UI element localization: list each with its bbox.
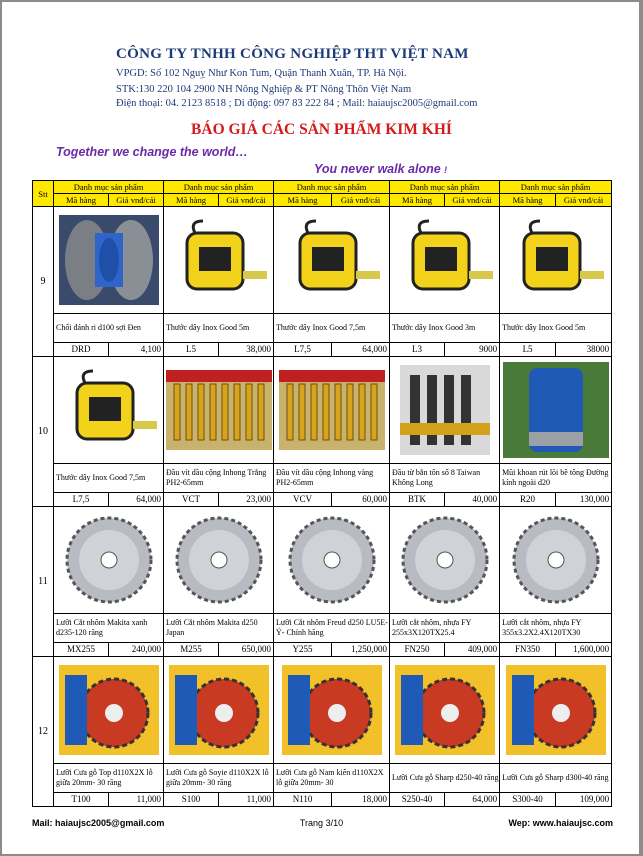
price-column-header: Giá vnđ/cái [332,194,390,207]
saw-blade-icon [274,515,389,605]
document-title: BÁO GIÁ CÁC SẢN PHẨM KIM KHÍ [191,121,452,138]
price-table [32,180,612,807]
footer-mail: Mail: haiaujsc2005@gmail.com [32,818,165,828]
company-bank-account: STK:130 220 104 2900 NH Nông Nghiệp & PT Nông Thôn Việt Nam [116,84,412,95]
code-column-header: Mã hàng [54,194,109,207]
product-description-row [33,464,612,493]
product-code: L7,5 [274,343,332,357]
product-price-row [33,643,612,657]
product-price-row [33,493,612,507]
tape-measure-icon [390,215,499,305]
product-description: Lưỡi Cưa gỗ Sharp d300-40 răng [500,764,612,793]
product-image-row [33,657,612,764]
wood-saw-blade-icon [500,665,611,755]
saw-blade-icon [390,515,499,605]
saw-blade-icon [500,515,611,605]
product-image [274,357,390,464]
product-description: Thước dây Inox Good 7,5m [274,314,390,343]
wood-saw-blade-icon [274,665,389,755]
price-column-header: Giá vnđ/cái [445,194,500,207]
product-image [54,507,164,614]
core-drill-icon [500,362,611,458]
product-description: Thước dây Inox Good 5m [500,314,612,343]
product-code: R20 [500,493,556,507]
product-image [500,657,612,764]
code-column-header: Mã hàng [390,194,445,207]
product-description: Mũi khoan rút lõi bê tông Đường kính ngoài d20 [500,464,612,493]
product-price: 240,000 [109,643,164,657]
header-row-categories [33,181,612,194]
product-description: Đầu vít dầu cộng Inhong vàng PH2-65mm [274,464,390,493]
product-image [390,207,500,314]
product-image-row [33,207,612,314]
socket-bits-icon [390,365,499,455]
code-column-header: Mã hàng [500,194,556,207]
product-price: 9000 [445,343,500,357]
product-image [274,507,390,614]
product-code: S300-40 [500,793,556,807]
screwdriver-bits-icon [274,370,389,450]
product-price: 1,600,000 [556,643,612,657]
category-header: Danh mục sản phẩm [500,181,612,194]
product-description-row [33,764,612,793]
product-image [164,357,274,464]
product-price: 40,000 [445,493,500,507]
product-description-row [33,614,612,643]
tape-measure-icon [500,215,611,305]
tape-measure-icon [164,215,273,305]
product-description: Thước dây Inox Good 3m [390,314,500,343]
product-description: Lưỡi cắt nhôm, nhựa FY 355x3.2X2.4X120TX30 [500,614,612,643]
price-column-header: Giá vnđ/cái [219,194,274,207]
category-header: Danh mục sản phẩm [164,181,274,194]
product-image [500,357,612,464]
category-header: Danh mục sản phẩm [54,181,164,194]
wire-brush-icon [54,215,163,305]
slogan-secondary-mark: ! [444,165,448,175]
product-image [54,207,164,314]
product-code: DRD [54,343,109,357]
product-price: 11,000 [219,793,274,807]
product-code: L5 [500,343,556,357]
product-code: VCV [274,493,332,507]
slogan-secondary-text: You never walk alone [314,162,441,176]
product-code: T100 [54,793,109,807]
row-number: 12 [33,657,54,807]
product-price: 60,000 [332,493,390,507]
product-code: Y255 [274,643,332,657]
product-description: Lưỡi Cắt nhôm Makita d250 Japan [164,614,274,643]
product-code: S250-40 [390,793,445,807]
product-price-row [33,793,612,807]
product-description: Lưỡi Cưa gỗ Nam kiến d110X2X lỗ giữa 20mm- 30 [274,764,390,793]
product-price-row [33,343,612,357]
product-price: 4,100 [109,343,164,357]
product-price: 109,000 [556,793,612,807]
product-price: 64,000 [332,343,390,357]
product-code: MX255 [54,643,109,657]
product-code: N110 [274,793,332,807]
product-image [54,657,164,764]
tape-measure-icon [274,215,389,305]
product-price: 64,000 [445,793,500,807]
slogan-secondary [314,162,447,176]
code-column-header: Mã hàng [274,194,332,207]
footer-page-number: Trang 3/10 [299,818,344,828]
product-image [390,657,500,764]
product-code: L3 [390,343,445,357]
product-code: BTK [390,493,445,507]
product-price: 64,000 [109,493,164,507]
row-number: 9 [33,207,54,357]
product-description: Lưỡi Cưa gỗ Top d110X2X lỗ giữa 20mm- 30 răng [54,764,164,793]
category-header: Danh mục sản phẩm [390,181,500,194]
product-description: Lưỡi cắt nhôm, nhựa FY 255x3X120TX25.4 [390,614,500,643]
product-price: 23,000 [219,493,274,507]
saw-blade-icon [54,515,163,605]
product-image [500,507,612,614]
slogan-primary: Together we change the world… [56,145,248,159]
header-row-columns [33,194,612,207]
product-price: 38000 [556,343,612,357]
product-description: Lưỡi Cưa gỗ Sharp d250-40 răng [390,764,500,793]
product-image-row [33,507,612,614]
price-column-header: Giá vnđ/cái [556,194,612,207]
product-price: 1,250,000 [332,643,390,657]
product-image [274,207,390,314]
product-description: Chổi đánh ri d100 sợi Đen [54,314,164,343]
product-price: 650,000 [219,643,274,657]
product-description: Đầu vít dầu cộng Inhong Trắng PH2-65mm [164,464,274,493]
product-price: 38,000 [219,343,274,357]
product-code: VCT [164,493,219,507]
product-description: Lưỡi Cắt nhôm Makita xanh d235-120 răng [54,614,164,643]
product-code: S100 [164,793,219,807]
product-image [500,207,612,314]
footer-website: Wep: www.haiaujsc.com [508,818,613,828]
product-description-row [33,314,612,343]
wood-saw-blade-icon [390,665,499,755]
wood-saw-blade-icon [54,665,163,755]
product-description: Thước dây Inox Good 5m [164,314,274,343]
screwdriver-bits-icon [164,370,273,450]
price-column-header: Giá vnđ/cái [109,194,164,207]
product-description: Lưỡi Cưa gỗ Soyie d110X2X lỗ giữa 20mm- 30 răng [164,764,274,793]
stt-header: Stt [33,181,54,207]
code-column-header: Mã hàng [164,194,219,207]
product-code: FN350 [500,643,556,657]
row-number: 11 [33,507,54,657]
product-code: M255 [164,643,219,657]
category-header: Danh mục sản phẩm [274,181,390,194]
product-image [390,507,500,614]
product-price: 409,000 [445,643,500,657]
product-image-row [33,357,612,464]
product-image [164,657,274,764]
company-address: VPGD: Số 102 Nguỵ Như Kon Tum, Quận Thanh Xuân, TP. Hà Nội. [116,68,407,79]
product-code: L5 [164,343,219,357]
product-price: 18,000 [332,793,390,807]
product-image [390,357,500,464]
product-price: 11,000 [109,793,164,807]
tape-measure-icon [54,365,163,455]
product-price: 130,000 [556,493,612,507]
product-image [164,507,274,614]
product-image [54,357,164,464]
product-image [164,207,274,314]
product-description: Đầu từ bắn tôn số 8 Taiwan Không Long [390,464,500,493]
saw-blade-icon [164,515,273,605]
product-code: L7,5 [54,493,109,507]
company-name: CÔNG TY TNHH CÔNG NGHIỆP THT VIỆT NAM [116,46,469,62]
product-code: FN250 [390,643,445,657]
wood-saw-blade-icon [164,665,273,755]
product-image [274,657,390,764]
company-contact: Điện thoại: 04. 2123 8518 ; Di động: 097 83 222 84 ; Mail: haiaujsc2005@gmail.com [116,98,478,109]
product-description: Lưỡi Cắt nhôm Freud d250 LU5E- Ý- Chính hãng [274,614,390,643]
row-number: 10 [33,357,54,507]
product-description: Thước dây Inox Good 7,5m [54,464,164,493]
